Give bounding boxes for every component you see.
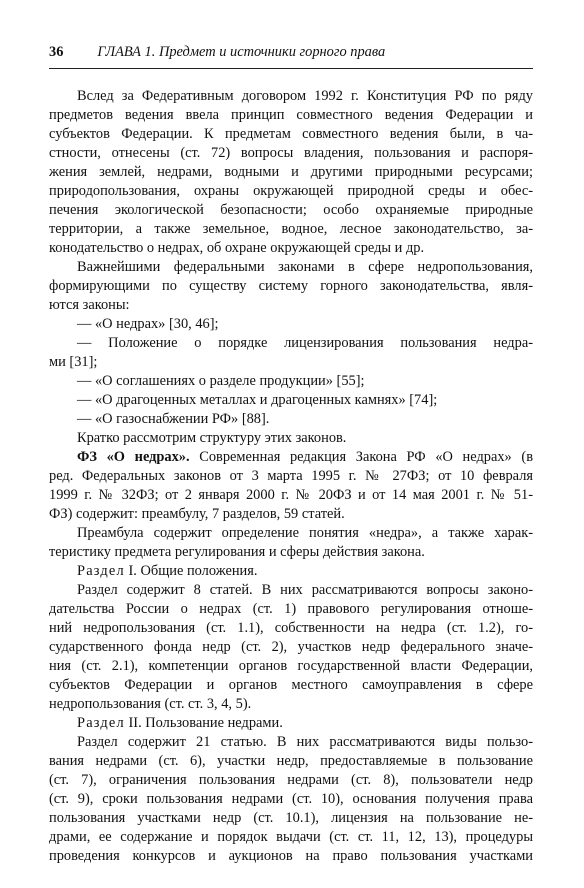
text-line: предметов ведения ввела принцип совместного ведения Федерации и <box>49 107 533 123</box>
text-line: жения землей, недрами, водными и другими природными ресурсами; <box>49 164 533 180</box>
paragraph-section-1 <box>49 581 533 714</box>
section-heading <box>49 562 533 581</box>
header-rule <box>49 68 533 69</box>
list-item <box>49 372 533 391</box>
text-line: — «О недрах» [30, 46]; <box>77 316 219 332</box>
section-label: Раздел <box>77 715 125 731</box>
text-line: 1999 г. № 32ФЗ; от 2 января 2000 г. № 20ФЗ и от 14 мая 2001 г. № 51- <box>49 487 533 503</box>
text-line: стности, отнесены (ст. 72) вопросы владения, пользования и распоря- <box>49 145 533 161</box>
text-line: Вслед за Федеративным договором 1992 г. Конституция РФ по ряду <box>77 88 533 104</box>
section-heading <box>49 714 533 733</box>
text-line: проведения конкурсов и аукционов на право пользования участками <box>49 848 533 864</box>
text-line: недропользования (ст. ст. 3, 4, 5). <box>49 696 252 712</box>
list-item <box>49 334 533 372</box>
section-title: II. Пользование недрами. <box>124 715 283 731</box>
text-line: Кратко рассмотрим структуру этих законов. <box>77 430 347 446</box>
list-item <box>49 410 533 429</box>
text-line: (ст. 9), сроки пользования недрами (ст. 10), основания получения права <box>49 791 533 807</box>
text-line: природопользования, охраны окружающей природной среды и обес- <box>49 183 533 199</box>
text-line: ФЗ) содержит: преамбулу, 7 разделов, 59 статей. <box>49 506 345 522</box>
text-line: — Положение о порядке лицензирования пользования недра- <box>77 335 533 351</box>
text-line: сударственного фонда недр (ст. 2), участков недр федерального значе- <box>49 639 533 655</box>
text-line: территории, а также земельное, водное, лесное законодательство, за- <box>49 221 533 237</box>
paragraph-section-2 <box>49 733 533 866</box>
list-item <box>49 391 533 410</box>
bold-lead: ФЗ «О недрах». <box>77 449 190 465</box>
text-line: дательства России о недрах (ст. 1) правового регулирования отноше- <box>49 601 533 617</box>
text-line <box>49 562 533 581</box>
text-line: — «О газоснабжении РФ» [88]. <box>77 411 270 427</box>
text-line <box>49 448 533 467</box>
section-title: I. Общие положения. <box>124 563 258 579</box>
text-line: теристику предмета регулирования и сферы действия закона. <box>49 544 425 560</box>
text-line: пользования участками недр (ст. 10.1), лицензия на пользование не- <box>49 810 533 826</box>
section-label: Раздел <box>77 563 125 579</box>
text-line: Важнейшими федеральными законами в сфере недропользования, <box>77 259 533 275</box>
text-line <box>49 714 533 733</box>
list-item <box>49 315 533 334</box>
text-line: ми [31]; <box>49 354 98 370</box>
text-line: (ст. 7), ограничения пользования недрами (ст. 8), пользователи недр <box>49 772 533 788</box>
text-line: вания недрами (ст. 6), участки недр, предоставляемые в пользование <box>49 753 533 769</box>
text-line: субъектов Федерации и органов местного самоуправления в сфере <box>49 677 533 693</box>
page-header <box>49 44 533 61</box>
text-line: конодательство о недрах, об охране окружающей среды и др. <box>49 240 425 256</box>
paragraph-structure <box>49 429 533 448</box>
body-text <box>49 87 533 866</box>
text-fragment: Современная редакция Закона РФ «О недрах» (в <box>189 449 533 465</box>
text-line: Преамбула содержит определение понятия «недра», а также харак- <box>77 525 533 541</box>
text-line: Раздел содержит 8 статей. В них рассматриваются вопросы законо- <box>77 582 533 598</box>
text-line: Раздел содержит 21 статью. В них рассматриваются виды пользо- <box>77 734 533 750</box>
text-line: — «О соглашениях о разделе продукции» [55]; <box>77 373 365 389</box>
text-line: ний недропользования (ст. 1.1), собственности на недра (ст. 1.2), го- <box>49 620 533 636</box>
text-line: ред. Федеральных законов от 3 марта 1995 г. № 27ФЗ; от 10 февраля <box>49 468 533 484</box>
text-line: ния (ст. 2.1), компетенции органов государственной власти Федерации, <box>49 658 533 674</box>
running-title: ГЛАВА 1. Предмет и источники горного права <box>97 44 386 60</box>
text-line: драми, ее содержание и порядок выдачи (ст. ст. 11, 12, 13), процедуры <box>49 829 533 845</box>
page-number: 36 <box>49 44 64 60</box>
text-line: ются законы: <box>49 297 130 313</box>
text-line: — «О драгоценных металлах и драгоценных камнях» [74]; <box>77 392 438 408</box>
text-line: формирующими по существу систему горного законодательства, явля- <box>49 278 533 294</box>
paragraph-federal-laws <box>49 258 533 315</box>
paragraph-constitution <box>49 87 533 258</box>
text-line: субъектов Федерации. К предметам совместного ведения были, в ча- <box>49 126 533 142</box>
paragraph-law-on-subsoil <box>49 448 533 524</box>
paragraph-preamble <box>49 524 533 562</box>
text-line: печения экологической безопасности; особо охраняемые природные <box>49 202 533 218</box>
